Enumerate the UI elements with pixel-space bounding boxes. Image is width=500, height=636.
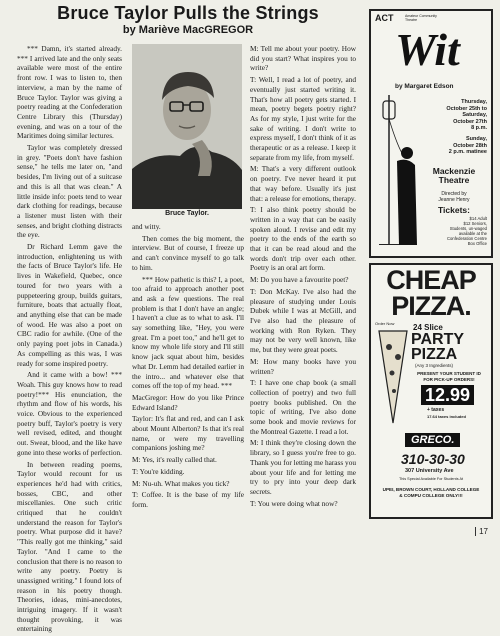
theatre-ad — [369, 9, 493, 258]
interview-line: M: Do you have a favourite poet? — [250, 275, 349, 285]
interview-line: T: You're kidding. — [132, 466, 185, 476]
ad-price: 12.99 — [421, 385, 474, 405]
paragraph: In between reading poems, Taylor would recount for us experiences he'd had with critics, bosses, CBC, and other miscellanies. One such critic critiqued that he couldn't understand the reason for Taylor's poetry. What purpose did it have? "This really got me thinking," said Taylor. "And I came to the conclusion that there is no reason to write any poetry. Poetry is unassigned writing." I found lots of reason in his poetry though. Theories, ideas, mini-anecdotes, intriguing imagery. If it wasn't thought provoking, it was entertaining — [17, 459, 122, 634]
ad-address: 307 University Ave — [405, 468, 454, 474]
ad-play-title: Wit — [395, 24, 460, 75]
ad-tax: + taxes — [427, 407, 445, 413]
interview-line: Taylor: It's flat and red, and can I ask about Mount Alberton? Is that it's real name, or were my travelling companions joshing me? — [132, 414, 244, 453]
article-byline: by Mariève MacGREGOR — [122, 24, 254, 36]
paragraph: And it came with a bow! *** Woah. This guy knows how to read poetry!*** His enunciation, the rhythm and flow of his words, his voice. Obvious to the experienced poetry buff, Taylor's poetry is very well revised, edited, and thought out. Sweat, blood, and the like have gone into these works of perfection. — [17, 370, 122, 457]
ad-org-subtitle: Amateur Community Theatre — [405, 14, 437, 22]
ad-tax-note: 17.64 taxes included — [427, 414, 466, 419]
interview-line: T: I have one chap book (a small collection of poetry) and two full poetry books published. On the topic of writing, I've also done some book and movie reviews for the Montreal Gazette. I read a lot. — [250, 378, 356, 436]
ad-date-line: Sunday, — [466, 135, 487, 142]
ad-prices — [421, 216, 487, 246]
article-column-3 — [250, 44, 356, 510]
ad-price-line: available at the — [458, 231, 487, 236]
interview-line: T: I also think poetry should be written in a way that can be easily spoken aloud. I revise and edit my poetry to the ends of the earth so that it can be read aloud and the words don't trip over each other. Poetry is an oral art form. — [250, 205, 356, 273]
ad-price-line: $12 Seniors, — [463, 221, 487, 226]
interview-line: M: How many books have you written? — [250, 356, 356, 376]
ad-price-line: $14 Adult — [469, 216, 487, 221]
ad-present-line: FOR PICK-UP ORDERS! — [423, 376, 475, 382]
ad-order-note: Order Now — [375, 321, 395, 326]
ad-brand-logo: GRECO. — [405, 433, 460, 447]
ad-org: ACT — [375, 13, 394, 23]
article-column-2 — [132, 222, 244, 512]
ad-date-line: 2 p.m. matinee — [448, 149, 487, 156]
paragraph: Then comes the big moment, the interview. But of course, I freeze up and can't convince myself to go talk to him. — [132, 233, 244, 272]
interview-line: M: I think they're closing down the library, so I guess you're free to go. Thank you for letting me harass you about your life and for letting me try to pry into your deep dark secrets. — [250, 438, 356, 496]
ad-venue-line: Theatre — [438, 175, 470, 185]
iv-stand-figure-icon — [379, 95, 419, 245]
interview-line: MacGregor: How do you like Prince Edward Island? — [132, 392, 244, 412]
ad-date-line: October 27th — [453, 118, 487, 125]
page-number: 17 — [475, 527, 488, 536]
ad-play-author: by Margaret Edson — [395, 83, 454, 90]
article-headline: Bruce Taylor Pulls the Strings — [57, 3, 319, 23]
ad-director-line: Directed by — [441, 191, 467, 197]
ad-party-pizza: PARTY PIZZA — [411, 331, 464, 363]
ad-price-line: Box Office — [467, 241, 487, 246]
ad-date-line: 8 p.m. — [471, 125, 487, 132]
paragraph: and witty. — [132, 222, 161, 231]
paragraph: Taylor was completely dressed in grey. "Poets don't have fashion sense," he tells me later on, "and besides, I'm living out of a suitcase and this is all that was clean." A little inside info: poets tend to wear dark clothing for readings, because a listener must listen with their senses, and bright clothing distracts the eye. — [17, 143, 122, 240]
ad-special-note: This Special Available For Students At — [398, 477, 464, 481]
ad-director — [421, 191, 487, 203]
interview-line: M: Tell me about your poetry. How did you start? What inspires you to write? — [250, 44, 356, 73]
pizza-ad — [369, 263, 493, 519]
ad-present-line: PRESENT YOUR STUDENT ID — [417, 371, 481, 376]
interview-line: M: Yes, it's really called that. — [132, 455, 217, 465]
ad-colleges — [375, 487, 487, 498]
ad-date-line: Saturday, — [462, 112, 487, 119]
ad-director-line: Jeanne Henry — [438, 197, 470, 203]
ad-present-id — [411, 371, 487, 382]
paragraph: Dr Richard Lemm gave the introduction, enlightening us with the facts of Bruce Taylor's life. He lives in Wakefield, Quebec, once toured for two years with a puppeteering group, builds guitars, furniture, boats that actually float, and anything else that can be made of wood. He was also a poet on CBC radio for awhile. (One of the only paying poet jobs in Canada.) As compelling as this was, I was ready for some inspired poetry. — [17, 242, 122, 368]
ad-date-line: October 28th — [453, 142, 487, 149]
ad-college-line: UPEI, BROWN COURT, HOLLAND COLLEGE — [382, 487, 480, 492]
interview-line: M: Nu-uh. What makes you tick? — [132, 478, 230, 488]
ad-venue-line: Mackenzie — [432, 166, 476, 176]
ad-date-line: Thursday, — [461, 99, 487, 105]
interview-line: M: That's a very different outlook on poetry. I've never heard it put that way before. Usually it's just that: a release for emotions, therapy. — [250, 164, 356, 203]
author-photo — [132, 44, 242, 209]
ad-venue — [421, 167, 487, 185]
paragraph: *** How pathetic is this? I, a poet, too afraid to approach another poet and ask a few questions. The real problem is that I don't have an angle; I haven't a clue as to what to ask. I'll say something like, "Hey, you were great. I'm a poet too," and he'll get to know my whole life story and I'll still know jack squat about him, besides what Dr. Lemm had detailed earlier in the intro... and whatever else that comes off the top of my head. *** — [132, 274, 244, 391]
ad-price-line: Students, un-waged — [449, 226, 487, 231]
ad-date-line: October 25th to — [446, 105, 487, 112]
interview-line: T: Coffee. It is the base of my life form. — [132, 490, 244, 509]
ad-slice: 24 Slice — [413, 323, 443, 332]
interview-line: T: Don McKay. I've also had the pleasure of studying under Louis Dubek while I was at McGill, and I've also had the pleasure of working with Ron Ryken. They may not be very well known, like me, but they were great poets. — [250, 286, 356, 355]
pizza-slice-icon — [377, 327, 409, 427]
article-column-1 — [17, 44, 122, 636]
paragraph: *** Damn, it's started already. *** I arrived late and the only seats available were most of the entire front row. I was to listen to, then interview, a man by the name of Bruce Taylor. Taylor was giving a poetry reading at the Confederation Centre Library this (Thursday) evening, and was on a tour of the Maritimes doing similar lectures. — [17, 44, 122, 141]
ad-toppings: (Any 3 Ingredients) — [415, 363, 454, 368]
photo-caption: Bruce Taylor. — [165, 210, 209, 217]
ad-phone: 310-30-30 — [401, 451, 465, 467]
interview-line: T: Well, I read a lot of poetry, and eventually just started writing it. That's how all poetry gets started. I mean, poetry begets poetry right? As for my style, I just write for the sake of writing. I don't write to express myself, I don't think of it as therapeutic or as a release. I keep it separate from my life, from myself. — [250, 75, 356, 162]
interview-line: T: You were doing what now? — [250, 498, 338, 508]
ad-college-line: & COMPU COLLEGE ONLY!!! — [399, 492, 463, 498]
ad-tickets-label: Tickets: — [438, 205, 470, 215]
ad-dates — [421, 99, 487, 160]
ad-price-line: Confederation Centre — [446, 236, 487, 241]
ad-headline: CHEAP PIZZA. — [386, 265, 476, 321]
